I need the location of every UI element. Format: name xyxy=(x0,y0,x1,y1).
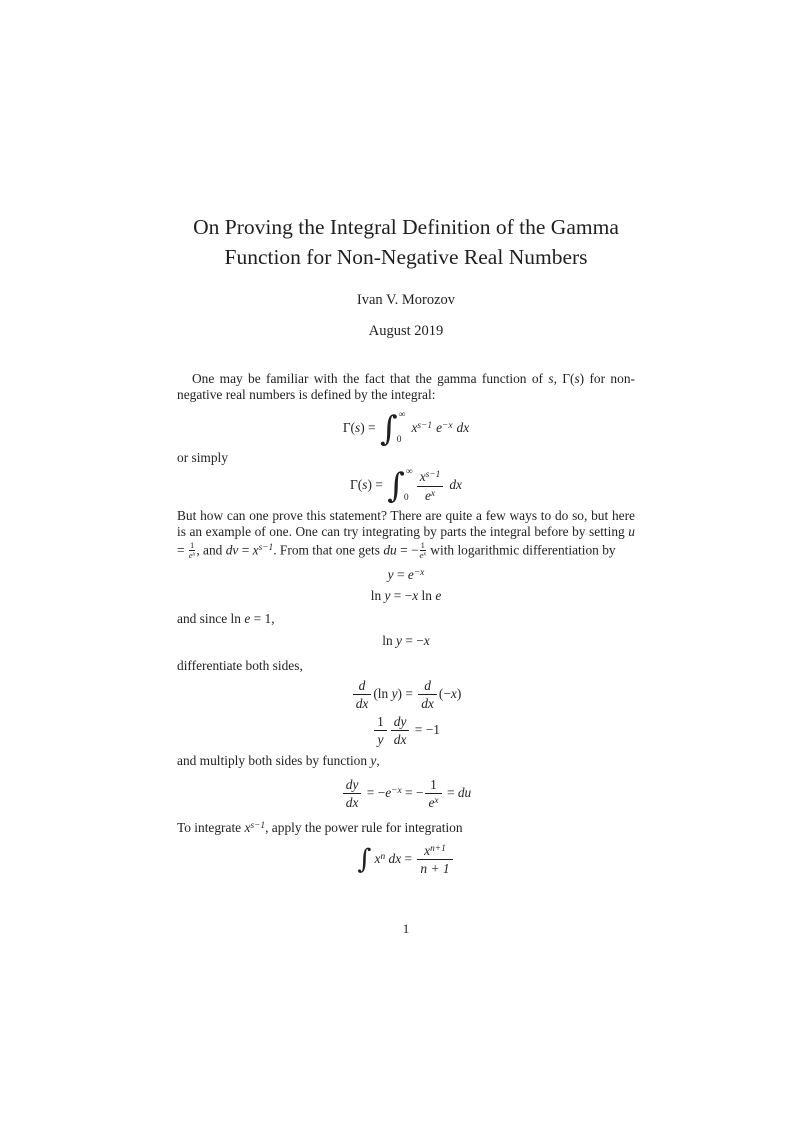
equals-sign: = xyxy=(393,566,408,582)
var-e: e xyxy=(424,487,431,503)
numerator xyxy=(417,843,452,860)
integral-sign: ∫ xyxy=(379,408,398,449)
var-s: s xyxy=(355,419,361,435)
numerator: 1 xyxy=(420,539,425,550)
x-power-term xyxy=(411,420,432,435)
numerator: 1 xyxy=(189,539,195,550)
var-e: e xyxy=(435,587,442,603)
text-or-simply: or simply xyxy=(177,449,228,465)
text-run: But how can one prove this statement? There are quite a few ways to do so, but here is an example of one. One can try integrating by parts the integral before by setting xyxy=(177,508,635,540)
denominator xyxy=(417,487,444,503)
exponent: −x xyxy=(413,567,425,578)
equation-gamma-integral-fraction xyxy=(177,467,635,505)
text-run: , Γ( xyxy=(553,371,575,386)
text-run: To integrate xyxy=(177,819,245,835)
title-line-2: Function for Non-Negative Real Numbers xyxy=(224,245,588,269)
var-e: e xyxy=(385,784,392,800)
differential-dx: dx xyxy=(456,419,470,435)
gamma-lhs: Γ( xyxy=(350,477,363,493)
var-x: x xyxy=(374,850,381,866)
var-u: u xyxy=(628,524,635,540)
intro-paragraph xyxy=(177,371,635,404)
var-x: x xyxy=(412,587,419,603)
equation-dydx-result xyxy=(177,777,635,811)
equation-power-rule xyxy=(177,843,635,877)
exponent: x xyxy=(192,551,196,558)
var-y: y xyxy=(384,587,391,603)
equals-minus-one: = −1 xyxy=(411,721,440,737)
var-y: y xyxy=(370,753,377,769)
denominator: n + 1 xyxy=(420,861,450,877)
fraction xyxy=(417,469,444,503)
lower-limit-zero: 0 xyxy=(403,492,409,503)
upper-limit-infinity: ∞ xyxy=(398,409,406,420)
numerator: dy xyxy=(343,777,362,794)
var-x: x xyxy=(252,542,259,558)
denominator: y xyxy=(377,732,384,748)
integral xyxy=(387,467,413,505)
paren-minus: (− xyxy=(438,685,451,701)
exponent: s−1 xyxy=(417,420,433,431)
text-run: with logarithmic differentiation by xyxy=(426,542,616,558)
equals-sign: = xyxy=(177,542,188,558)
text-since-ln-e xyxy=(177,611,635,627)
var-x: x xyxy=(450,685,457,701)
exponent: s−1 xyxy=(258,542,274,553)
numerator: d xyxy=(418,678,437,695)
text-run: and since ln xyxy=(177,611,245,627)
text-differentiate: differentiate both sides, xyxy=(177,657,303,673)
exponent: x xyxy=(430,488,436,499)
upper-limit-infinity: ∞ xyxy=(405,466,413,477)
equals-sign: ) = xyxy=(397,685,417,701)
text-run: ) for non-negative real numbers is defined by the integral: xyxy=(177,371,635,403)
var-s: s xyxy=(574,371,580,386)
lower-limit-zero: 0 xyxy=(396,435,402,446)
paper-title xyxy=(177,212,635,272)
exponent: −x xyxy=(391,785,402,796)
integral-sign: ∫ xyxy=(387,465,405,506)
ln-operator: ln xyxy=(370,587,385,603)
text-run: and multiply both sides by function xyxy=(177,753,371,769)
one-over-e-x-fraction xyxy=(425,777,441,811)
equals-sign: = − xyxy=(401,632,424,648)
page-number: 1 xyxy=(402,921,410,936)
var-du: du xyxy=(383,542,397,558)
integral-limits xyxy=(398,410,406,448)
dy-dx-fraction xyxy=(391,714,410,748)
exponent: s−1 xyxy=(250,820,266,831)
denominator xyxy=(425,794,441,810)
text-run: , and xyxy=(196,542,226,558)
equals-sign: = xyxy=(238,542,253,558)
var-x: x xyxy=(411,419,418,435)
ln-operator: ln xyxy=(382,632,397,648)
var-du: du xyxy=(457,784,472,800)
title-line-1: On Proving the Integral Definition of the Gamma xyxy=(193,215,619,239)
exponent: n+1 xyxy=(430,843,446,854)
denominator: dx xyxy=(393,732,407,748)
text-run: One may be familiar with the fact that the gamma function of xyxy=(192,371,549,386)
denominator xyxy=(189,551,195,560)
var-y: y xyxy=(387,566,394,582)
numerator: 1 xyxy=(425,777,441,794)
text-run: = 1, xyxy=(250,611,275,627)
var-s: s xyxy=(362,477,368,493)
var-x: x xyxy=(419,469,426,485)
equals-sign: ) = xyxy=(360,419,379,435)
equals-sign: = − xyxy=(401,784,424,800)
publication-date: August 2019 xyxy=(368,323,444,339)
var-e: e xyxy=(419,550,424,561)
denominator: dx xyxy=(355,696,369,712)
text-run: . From that one gets xyxy=(273,542,384,558)
text-integrate-power-rule xyxy=(177,820,635,836)
power-fraction xyxy=(417,843,452,877)
e-power-term xyxy=(436,420,452,435)
gamma-lhs: Γ( xyxy=(342,419,356,435)
integral-sign: ∫ xyxy=(357,843,372,875)
exponent: −x xyxy=(442,420,453,431)
equals-sign: = − xyxy=(363,784,386,800)
one-over-y-fraction xyxy=(374,714,387,748)
text-multiply-by-y xyxy=(177,753,635,769)
denominator xyxy=(420,551,426,560)
var-e: e xyxy=(407,566,414,582)
numerator xyxy=(417,469,444,486)
d-dx-fraction xyxy=(353,678,372,712)
content-column xyxy=(177,0,635,877)
exponent: x xyxy=(434,795,439,806)
var-s: s xyxy=(548,371,554,386)
exponent: s−1 xyxy=(425,469,441,480)
equation-ln-y xyxy=(177,633,635,650)
inline-fraction xyxy=(189,541,195,560)
ln-operator: ln xyxy=(418,587,436,603)
integral xyxy=(380,410,406,448)
differential-dx: dx xyxy=(449,477,462,493)
equals-sign: = − xyxy=(396,542,419,558)
paren-ln: (ln xyxy=(373,685,392,701)
text-run: , xyxy=(376,753,380,769)
var-e: e xyxy=(428,795,435,811)
proof-paragraph xyxy=(177,508,635,560)
equation-implicit-derivative xyxy=(177,714,635,748)
var-x: x xyxy=(423,632,430,648)
denominator: dx xyxy=(345,795,359,811)
paren-close: ) xyxy=(456,685,462,701)
integral-limits xyxy=(405,467,413,505)
equals-sign: ) = xyxy=(367,477,387,493)
equation-y-exponential xyxy=(177,567,635,584)
equation-ln-y-full xyxy=(177,588,635,605)
denominator: dx xyxy=(421,696,434,712)
text-run: , apply the power rule for integration xyxy=(265,819,463,835)
numerator: 1 xyxy=(374,714,387,731)
var-e: e xyxy=(244,611,251,627)
equation-gamma-integral xyxy=(177,410,635,448)
differential-dx: dx xyxy=(385,850,402,866)
var-y: y xyxy=(396,632,402,648)
var-e: e xyxy=(436,419,443,435)
author-name: Ivan V. Morozov xyxy=(356,292,456,308)
var-y: y xyxy=(391,685,398,701)
inline-fraction xyxy=(420,541,426,560)
exponent: x xyxy=(423,551,426,558)
equation-derivative-both-sides xyxy=(177,678,635,712)
numerator: dy xyxy=(391,714,410,731)
d-dx-fraction xyxy=(418,678,437,712)
var-e: e xyxy=(188,550,193,561)
var-x: x xyxy=(244,819,251,835)
equals-sign: = xyxy=(443,784,458,800)
var-x: x xyxy=(424,842,431,858)
equals-sign: = − xyxy=(390,587,413,603)
equals-sign: = xyxy=(401,850,416,866)
dy-dx-fraction xyxy=(343,777,362,811)
var-dv: dv xyxy=(225,542,239,558)
exponent: n xyxy=(380,851,386,862)
numerator: d xyxy=(353,678,372,695)
